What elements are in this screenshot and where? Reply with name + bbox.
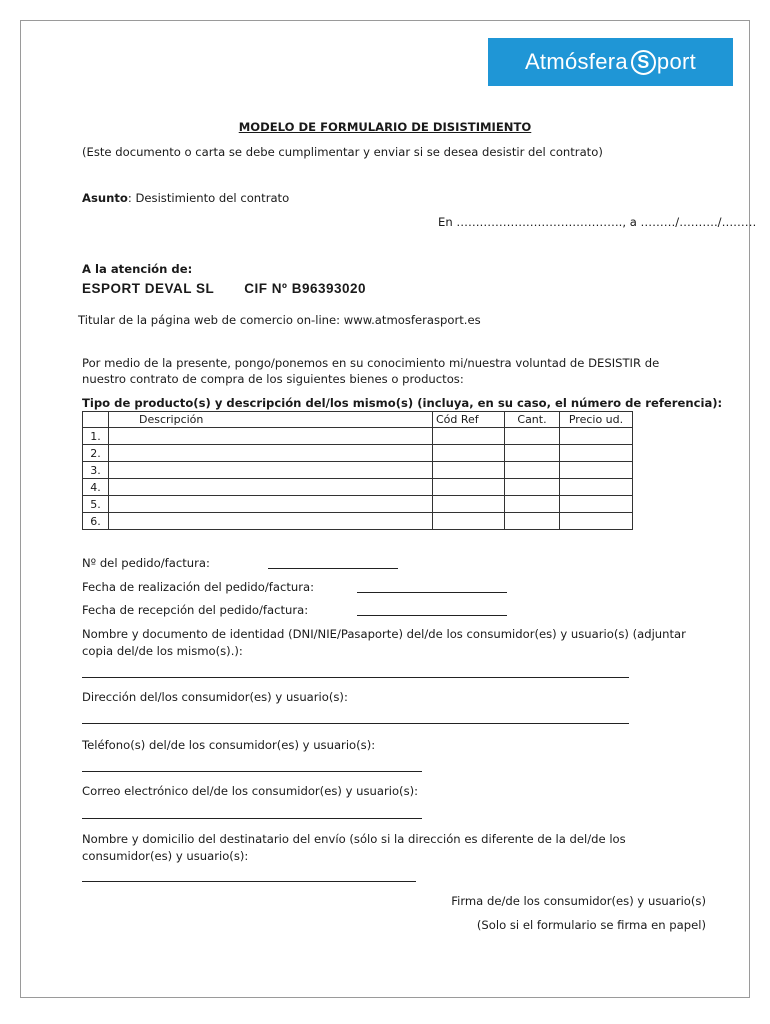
quantity-cell[interactable] <box>505 496 560 513</box>
table-row <box>83 445 633 462</box>
quantity-cell[interactable] <box>505 479 560 496</box>
price-cell[interactable] <box>560 513 633 530</box>
reception-date-label: Fecha de recepción del pedido/factura: <box>82 603 309 617</box>
quantity-cell[interactable] <box>505 513 560 530</box>
table-header-row <box>83 412 633 428</box>
row-number: 6. <box>83 513 109 530</box>
header-index <box>83 412 109 428</box>
reception-date-field[interactable] <box>357 615 507 616</box>
table-row <box>83 496 633 513</box>
brand-logo-s-icon: S <box>631 50 656 75</box>
ref-cell[interactable] <box>433 513 505 530</box>
quantity-cell[interactable] <box>505 445 560 462</box>
company-name: ESPORT DEVAL SL <box>82 281 215 296</box>
address-field[interactable] <box>82 723 629 724</box>
recipient-label-line-2: consumidor(es) y usuario(s): <box>82 849 249 863</box>
signature-label: Firma de/de los consumidor(es) y usuario(s) <box>451 894 706 908</box>
ref-cell[interactable] <box>433 428 505 445</box>
order-date-label: Fecha de realización del pedido/factura: <box>82 580 315 594</box>
subject-label: Asunto <box>82 191 128 205</box>
header-ref: Cód Ref <box>433 412 505 428</box>
price-cell[interactable] <box>560 462 633 479</box>
company-cif: CIF Nº B96393020 <box>244 281 367 296</box>
order-date-field[interactable] <box>357 592 507 593</box>
order-number-field[interactable] <box>268 568 398 569</box>
attention-label: A la atención de: <box>82 262 193 276</box>
header-price: Precio ud. <box>560 412 633 428</box>
description-cell[interactable] <box>109 445 433 462</box>
signature-note: (Solo si el formulario se firma en papel) <box>476 918 706 932</box>
brand-logo <box>488 38 733 86</box>
identity-label-line-1: Nombre y documento de identidad (DNI/NIE/Pasaporte) del/de los consumidor(es) y usuario(s) (adjuntar <box>82 627 686 641</box>
declaration-line-2: nuestro contrato de compra de los siguientes bienes o productos: <box>82 372 464 386</box>
price-cell[interactable] <box>560 496 633 513</box>
form-subtitle: (Este documento o carta se debe cumplimentar y enviar si se desea desistir del contrato) <box>82 145 603 159</box>
row-number: 4. <box>83 479 109 496</box>
subject-line <box>82 191 289 205</box>
header-description: Descripción <box>109 412 433 428</box>
price-cell[interactable] <box>560 479 633 496</box>
phone-field[interactable] <box>82 771 422 772</box>
description-cell[interactable] <box>109 479 433 496</box>
row-number: 3. <box>83 462 109 479</box>
phone-label: Teléfono(s) del/de los consumidor(es) y usuario(s): <box>82 738 376 752</box>
quantity-cell[interactable] <box>505 462 560 479</box>
email-label: Correo electrónico del/de los consumidor(es) y usuario(s): <box>82 784 419 798</box>
description-cell[interactable] <box>109 428 433 445</box>
table-row <box>83 513 633 530</box>
order-number-label: Nº del pedido/factura: <box>82 556 210 570</box>
description-cell[interactable] <box>109 513 433 530</box>
ref-cell[interactable] <box>433 496 505 513</box>
header-quantity: Cant. <box>505 412 560 428</box>
quantity-cell[interactable] <box>505 428 560 445</box>
brand-name-suffix: port <box>656 49 697 74</box>
identity-field[interactable] <box>82 677 629 678</box>
row-number: 1. <box>83 428 109 445</box>
table-row <box>83 428 633 445</box>
row-number: 2. <box>83 445 109 462</box>
declaration-line-1: Por medio de la presente, pongo/ponemos en su conocimiento mi/nuestra voluntad de DESISTIR de <box>82 356 660 370</box>
email-field[interactable] <box>82 818 422 819</box>
recipient-field[interactable] <box>82 881 416 882</box>
row-number: 5. <box>83 496 109 513</box>
subject-value: : Desistimiento del contrato <box>127 191 290 205</box>
ref-cell[interactable] <box>433 462 505 479</box>
address-label: Dirección del/los consumidor(es) y usuario(s): <box>82 690 348 704</box>
products-table <box>82 411 633 530</box>
table-caption: Tipo de producto(s) y descripción del/los mismo(s) (incluya, en su caso, el número de referencia): <box>82 396 723 410</box>
form-title: MODELO DE FORMULARIO DE DISISTIMIENTO <box>238 120 532 134</box>
price-cell[interactable] <box>560 445 633 462</box>
website-line: Titular de la página web de comercio on-line: www.atmosferasport.es <box>78 313 481 327</box>
recipient-label-line-1: Nombre y domicilio del destinatario del envío (sólo si la dirección es diferente de la del/de los <box>82 832 626 846</box>
brand-name-prefix: Atmósfera <box>524 49 628 74</box>
description-cell[interactable] <box>109 462 433 479</box>
description-cell[interactable] <box>109 496 433 513</box>
price-cell[interactable] <box>560 428 633 445</box>
table-row <box>83 479 633 496</box>
place-date-line: En ……………………………………., a ………/………./……… <box>438 215 757 229</box>
identity-label-line-2: copia del/de los mismo(s).): <box>82 644 243 658</box>
company-line <box>82 281 366 296</box>
ref-cell[interactable] <box>433 479 505 496</box>
ref-cell[interactable] <box>433 445 505 462</box>
table-row <box>83 462 633 479</box>
